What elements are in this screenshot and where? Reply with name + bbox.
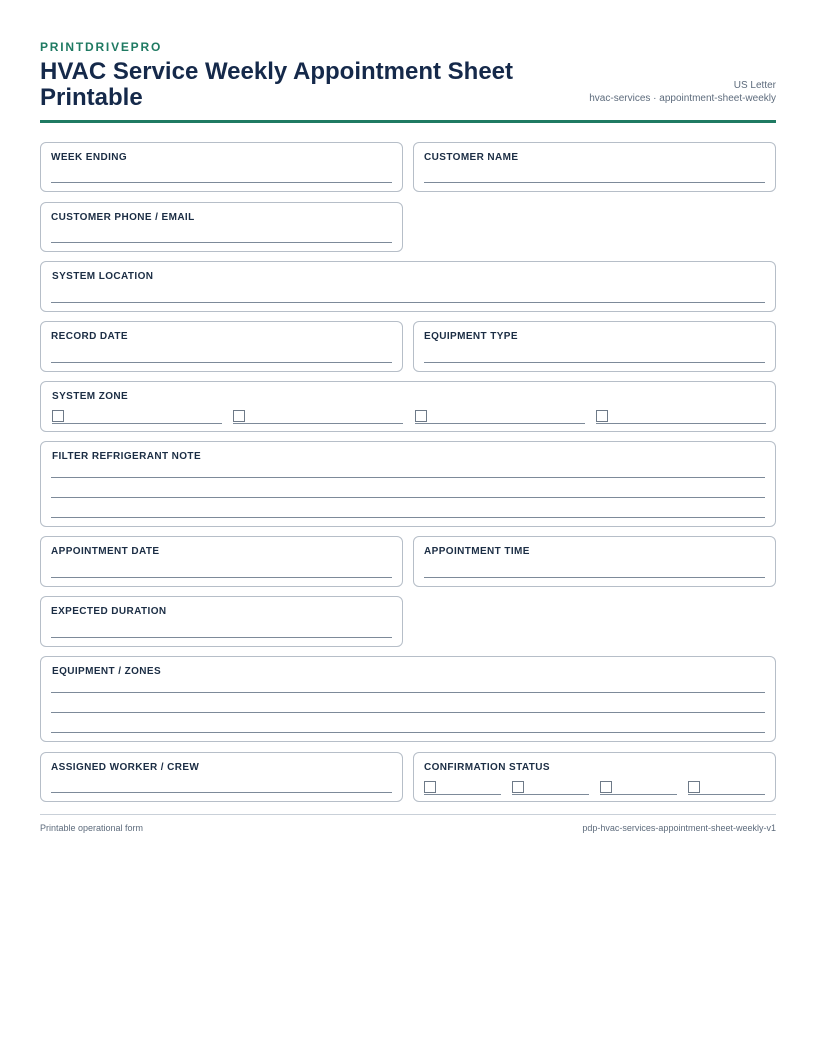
expected-duration-label: EXPECTED DURATION [51, 606, 167, 617]
expected-duration-field[interactable] [40, 596, 403, 647]
footer-divider [40, 814, 776, 815]
confirmation-option-1[interactable] [424, 781, 501, 795]
page-footer [40, 823, 776, 833]
system-location-line[interactable] [51, 302, 765, 303]
page-title: HVAC Service Weekly Appointment Sheet Printable [40, 58, 514, 111]
system-zone-option-3[interactable] [415, 410, 585, 424]
appointment-time-label: APPOINTMENT TIME [424, 546, 530, 557]
record-date-label: RECORD DATE [51, 331, 128, 342]
week-ending-field[interactable] [40, 142, 403, 192]
system-location-label: SYSTEM LOCATION [52, 271, 154, 282]
record-date-field[interactable] [40, 321, 403, 372]
appointment-time-line[interactable] [424, 577, 765, 578]
checkbox[interactable] [688, 781, 700, 793]
page-meta [589, 79, 776, 111]
option-line[interactable] [688, 794, 765, 795]
appointment-date-label: APPOINTMENT DATE [51, 546, 160, 557]
note-line-1[interactable] [51, 477, 765, 478]
option-line[interactable] [233, 423, 403, 424]
checkbox[interactable] [233, 410, 245, 422]
appointment-date-line[interactable] [51, 577, 392, 578]
zones-line-3[interactable] [51, 732, 765, 733]
system-zone-label: SYSTEM ZONE [52, 391, 129, 402]
page-header [40, 54, 776, 111]
system-zone-option-1[interactable] [52, 410, 222, 424]
customer-contact-field[interactable] [40, 202, 403, 252]
expected-duration-line[interactable] [51, 637, 392, 638]
confirmation-option-3[interactable] [600, 781, 677, 795]
confirmation-status-label: CONFIRMATION STATUS [424, 762, 550, 773]
confirmation-option-2[interactable] [512, 781, 589, 795]
assigned-worker-line[interactable] [51, 792, 392, 793]
checkbox[interactable] [600, 781, 612, 793]
option-line[interactable] [415, 423, 585, 424]
checkbox[interactable] [52, 410, 64, 422]
paper-size-label: US Letter [733, 80, 776, 91]
system-zone-option-4[interactable] [596, 410, 766, 424]
header-divider [40, 120, 776, 123]
filter-note-label: FILTER REFRIGERANT NOTE [52, 451, 202, 462]
equipment-zones-label: EQUIPMENT / ZONES [52, 666, 162, 677]
customer-name-line[interactable] [424, 182, 765, 183]
confirmation-status-field [413, 752, 776, 802]
record-date-line[interactable] [51, 362, 392, 363]
note-line-3[interactable] [51, 517, 765, 518]
option-line[interactable] [52, 423, 222, 424]
checkbox[interactable] [424, 781, 436, 793]
assigned-worker-field[interactable] [40, 752, 403, 802]
equipment-type-label: EQUIPMENT TYPE [424, 331, 518, 342]
zones-line-2[interactable] [51, 712, 765, 713]
assigned-worker-label: ASSIGNED WORKER / CREW [51, 762, 200, 773]
form-page [40, 40, 776, 123]
footer-form-id: pdp-hvac-services-appointment-sheet-weekly-v1 [582, 823, 776, 833]
customer-name-label: CUSTOMER NAME [424, 152, 519, 163]
appointment-time-field[interactable] [413, 536, 776, 587]
option-line[interactable] [600, 794, 677, 795]
filter-note-field[interactable] [40, 441, 776, 527]
template-slug: hvac-services · appointment-sheet-weekly [589, 93, 776, 104]
option-line[interactable] [596, 423, 766, 424]
confirmation-option-4[interactable] [688, 781, 765, 795]
option-line[interactable] [512, 794, 589, 795]
brand-name: PRINTDRIVEPRO [40, 40, 163, 54]
zones-line-1[interactable] [51, 692, 765, 693]
system-zone-option-2[interactable] [233, 410, 403, 424]
equipment-type-line[interactable] [424, 362, 765, 363]
option-line[interactable] [424, 794, 501, 795]
note-line-2[interactable] [51, 497, 765, 498]
checkbox[interactable] [596, 410, 608, 422]
customer-contact-line[interactable] [51, 242, 392, 243]
system-location-field[interactable] [40, 261, 776, 312]
customer-name-field[interactable] [413, 142, 776, 192]
equipment-type-field[interactable] [413, 321, 776, 372]
checkbox[interactable] [415, 410, 427, 422]
system-zone-field [40, 381, 776, 432]
week-ending-line[interactable] [51, 182, 392, 183]
week-ending-label: WEEK ENDING [51, 152, 128, 163]
equipment-zones-field[interactable] [40, 656, 776, 742]
appointment-date-field[interactable] [40, 536, 403, 587]
customer-contact-label: CUSTOMER PHONE / EMAIL [51, 212, 195, 223]
checkbox[interactable] [512, 781, 524, 793]
footer-description: Printable operational form [40, 823, 144, 833]
